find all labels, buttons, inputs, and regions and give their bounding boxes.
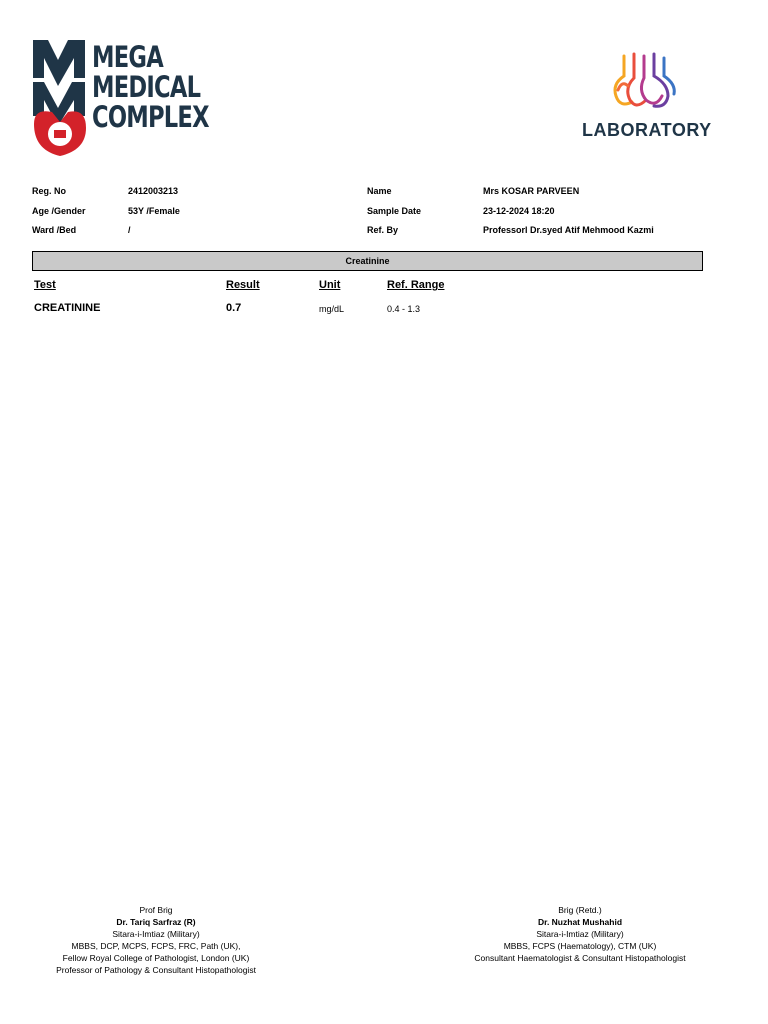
laboratory-logo bbox=[578, 50, 718, 145]
sig-right-name: Dr. Nuzhat Mushahid bbox=[537, 917, 623, 927]
sample-date-label: Sample Date bbox=[367, 206, 422, 216]
test-unit: mg/dL bbox=[319, 304, 345, 314]
sig-left-title: Prof Brig bbox=[139, 905, 173, 915]
reg-no-value: 2412003213 bbox=[128, 186, 179, 196]
sample-date-value: 23-12-2024 18:20 bbox=[483, 206, 555, 216]
ref-by-value: Professorl Dr.syed Atif Mehmood Kazmi bbox=[483, 225, 654, 235]
sig-left-fellowship: Fellow Royal College of Pathologist, London (UK) bbox=[62, 953, 250, 963]
laboratory-label: LABORATORY bbox=[582, 120, 712, 140]
mmc-emblem-icon bbox=[30, 38, 90, 158]
sig-left-position: Professor of Pathology & Consultant Histopathologist bbox=[56, 965, 256, 975]
lab-flasks-icon bbox=[578, 50, 718, 115]
sig-right-qualifications: MBBS, FCPS (Haematology), CTM (UK) bbox=[503, 941, 657, 951]
sig-left-name: Dr. Tariq Sarfraz (R) bbox=[116, 917, 196, 927]
sig-right-award: Sitara-i-Imtiaz (Military) bbox=[536, 929, 624, 939]
test-name: CREATININE bbox=[34, 302, 101, 314]
age-gender-value: 53Y /Female bbox=[128, 206, 180, 216]
sig-right-title: Brig (Retd.) bbox=[558, 905, 602, 915]
sig-right-position: Consultant Haematologist & Consultant Histopathologist bbox=[474, 953, 686, 963]
section-title-bar: Creatinine bbox=[32, 251, 703, 271]
name-value: Mrs KOSAR PARVEEN bbox=[483, 186, 580, 196]
sig-left-qualifications: MBBS, DCP, MCPS, FCPS, FRC, Path (UK), bbox=[71, 941, 241, 951]
sig-left-award: Sitara-i-Imtiaz (Military) bbox=[112, 929, 200, 939]
header-unit: Unit bbox=[319, 279, 341, 291]
age-gender-label: Age /Gender bbox=[32, 206, 86, 216]
signature-right bbox=[450, 904, 710, 964]
signature-left bbox=[30, 904, 282, 976]
header-result: Result bbox=[226, 279, 260, 291]
brand-line-3: COMPLEX bbox=[92, 100, 209, 134]
test-result: 0.7 bbox=[226, 302, 242, 314]
test-ref-range: 0.4 - 1.3 bbox=[387, 304, 421, 314]
brand-line-2: MEDICAL bbox=[92, 70, 201, 104]
reg-no-label: Reg. No bbox=[32, 186, 67, 196]
header-ref-range: Ref. Range bbox=[387, 279, 445, 291]
ward-bed-label: Ward /Bed bbox=[32, 225, 77, 235]
ward-bed-value: / bbox=[128, 225, 131, 235]
ref-by-label: Ref. By bbox=[367, 225, 399, 235]
name-label: Name bbox=[367, 186, 392, 196]
header-test: Test bbox=[34, 279, 56, 291]
mega-medical-complex-logo bbox=[30, 38, 209, 158]
brand-name bbox=[92, 42, 209, 132]
brand-line-1: MEGA bbox=[92, 40, 163, 74]
